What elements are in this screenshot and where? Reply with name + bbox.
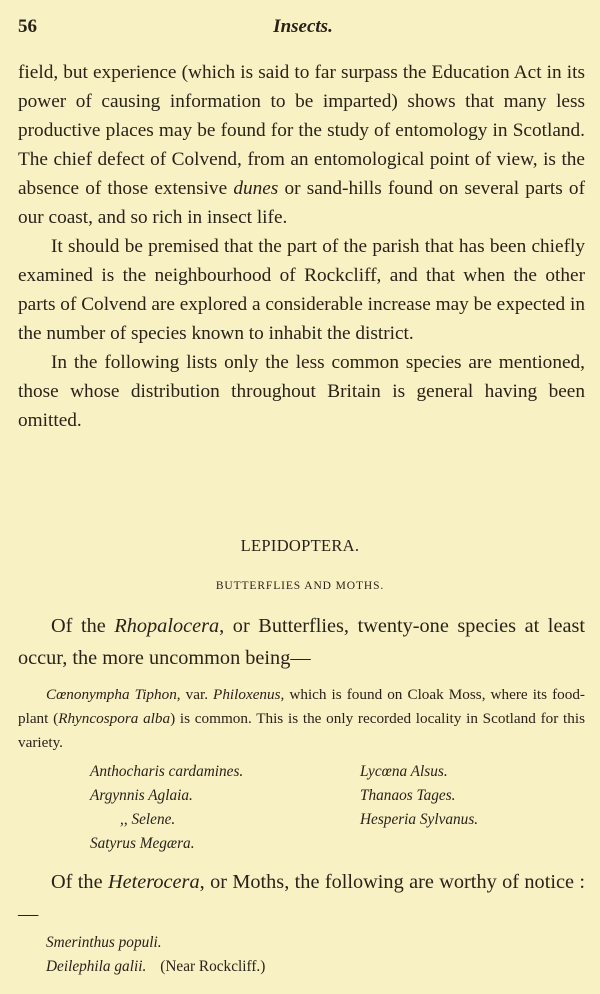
rhopalocera-term: Rhopalocera	[114, 615, 220, 637]
butterfly-list-left	[90, 760, 243, 856]
species-item: Smerinthus populi.	[46, 934, 162, 951]
species-item: Deilephila galii. (Near Rockcliff.)	[46, 958, 266, 975]
species-item: ,, Selene.	[120, 811, 176, 828]
species-item: Hesperia Sylvanus.	[360, 811, 479, 828]
species-item: Thanaos Tages.	[360, 787, 456, 804]
species-item: Lycœna Alsus.	[360, 763, 448, 780]
species-item: Anthocharis cardamines.	[90, 763, 244, 780]
butterfly-list-right	[360, 760, 478, 832]
intro-text	[18, 58, 585, 435]
species-item: Satyrus Megæra.	[90, 835, 195, 852]
heterocera-term: Heterocera	[107, 871, 200, 893]
species-item: Argynnis Aglaia.	[90, 787, 193, 804]
heterocera-paragraph: Of the Heterocera, or Moths, the following are worthy of notice :—	[18, 871, 585, 925]
dunes-word: dunes	[233, 178, 279, 199]
intro-paragraph-1: field, but experience (which is said to far surpass the Education Act in its power of causing information to be imparted) shows that many less productive places may be found for the study of entomology in Scotland. The chief defect of Colvend, from an entomological point of view, is the absence of those extensive dunes or sand-hills found on several parts of our coast, and so rich in insect life.	[18, 62, 585, 228]
intro-paragraph-2: It should be premised that the part of the parish that has been chiefly examined is the neighbourhood of Rockcliff, and that when the other parts of Colvend are explored a considerable increase may be expected in the number of species known to inhabit the district.	[18, 236, 585, 344]
coenonympha-note: Cœnonympha Tiphon, var. Philoxenus, which is found on Cloak Moss, where its food-plant (Rhyncospora alba) is common. This is the only recorded locality in Scotland for this variety.	[18, 686, 585, 751]
location-note: (Near Rockcliff.)	[160, 958, 266, 975]
running-title: Insects.	[273, 16, 333, 37]
moth-list	[46, 931, 265, 979]
page-number: 56	[18, 16, 37, 37]
section-title: LEPIDOPTERA.	[240, 536, 360, 555]
intro-paragraph-3: In the following lists only the less common species are mentioned, those whose distribution throughout Britain is general having been omitted.	[18, 352, 585, 431]
section-subtitle: BUTTERFLIES AND MOTHS.	[215, 580, 385, 592]
rhopalocera-paragraph: Of the Rhopalocera, or Butterflies, twenty-one species at least occur, the more uncommon being—	[18, 615, 585, 669]
page-header	[18, 16, 588, 42]
